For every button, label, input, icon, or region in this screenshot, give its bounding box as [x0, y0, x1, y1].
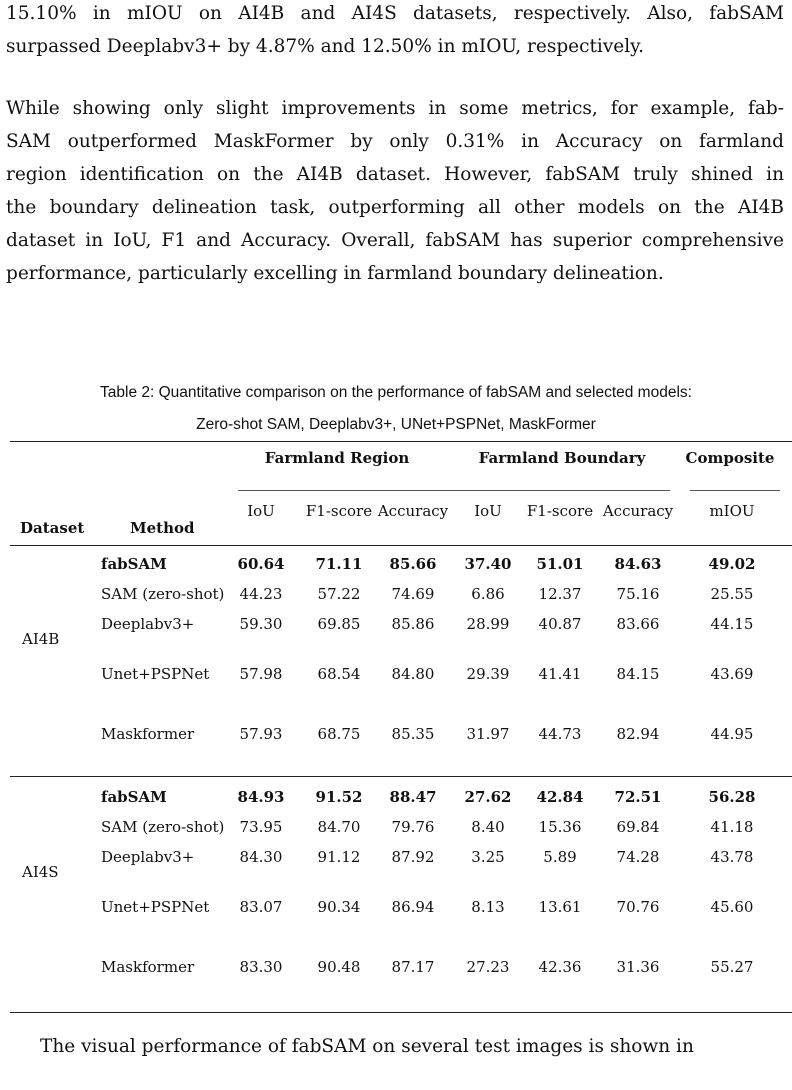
metric-header: Accuracy: [602, 502, 674, 520]
table-caption-line-2: Zero-shot SAM, Deeplabv3+, UNet+PSPNet, MaskFormer: [196, 416, 596, 433]
text-line: dataset in IoU, F1 and Accuracy. Overall, fabSAM has superior comprehensive: [6, 230, 784, 251]
table-cell: 8.40: [471, 818, 505, 836]
table-cell: 43.78: [710, 848, 754, 866]
table-cell: 68.54: [317, 665, 361, 683]
text-line: region identification on the AI4B dataset. However, fabSAM truly shined in: [6, 164, 784, 185]
table-cell: 3.25: [471, 848, 505, 866]
dataset-header: Dataset: [20, 519, 85, 537]
table-cell: 12.37: [538, 585, 582, 603]
table-cell: 43.69: [710, 665, 754, 683]
table-cell: 68.75: [317, 725, 361, 743]
metric-header: IoU: [247, 502, 275, 520]
table-cell: 41.41: [538, 665, 582, 683]
table-cell: 44.95: [710, 725, 754, 743]
table-cell: 59.30: [239, 615, 283, 633]
column-group-header: Composite: [685, 449, 775, 467]
table-cell: 71.11: [315, 555, 363, 573]
table-cell: 57.22: [317, 585, 361, 603]
metric-header: Accuracy: [377, 502, 449, 520]
table-cell: 42.84: [536, 788, 584, 806]
table-cell: 40.87: [538, 615, 582, 633]
paragraph-2: [6, 92, 784, 290]
table-cell: 70.76: [616, 898, 660, 916]
table-cell: 75.16: [616, 585, 660, 603]
table-cell: 86.94: [391, 898, 435, 916]
method-name: Deeplabv3+: [101, 848, 195, 866]
table-cell: 51.01: [536, 555, 584, 573]
table-cell: 31.36: [616, 958, 660, 976]
table-cell: 44.73: [538, 725, 582, 743]
table-cell: 84.63: [614, 555, 662, 573]
table-cell: 49.02: [708, 555, 756, 573]
table-rule: [10, 545, 792, 546]
method-name: Unet+PSPNet: [101, 898, 210, 916]
table-cell: 83.07: [239, 898, 283, 916]
table-cell: 82.94: [616, 725, 660, 743]
table-rule: [10, 1012, 792, 1013]
text-line: SAM outperformed MaskFormer by only 0.31% in Accuracy on farmland: [6, 131, 784, 152]
table-cell: 84.93: [237, 788, 285, 806]
text-line: The visual performance of fabSAM on several test images is shown in: [40, 1036, 694, 1057]
table-cell: 27.62: [464, 788, 512, 806]
table-cell: 91.12: [317, 848, 361, 866]
column-group-header: Farmland Region: [264, 449, 410, 467]
dataset-label: AI4S: [22, 863, 59, 881]
table-cell: 69.85: [317, 615, 361, 633]
table-cell: 44.15: [710, 615, 754, 633]
metric-header: mIOU: [709, 502, 755, 520]
text-line: surpassed Deeplabv3+ by 4.87% and 12.50% in mIOU, respectively.: [6, 36, 645, 57]
text-line: the boundary delineation task, outperforming all other models on the AI4B: [6, 197, 784, 218]
table-cell: 44.23: [239, 585, 283, 603]
table-cell: 57.93: [239, 725, 283, 743]
table-cell: 79.76: [391, 818, 435, 836]
table-caption: Table 2: Quantitative comparison on the performance of fabSAM and selected models:: [100, 384, 692, 401]
dataset-label: AI4B: [22, 630, 60, 648]
method-name: SAM (zero-shot): [101, 585, 225, 603]
text-line: performance, particularly excelling in farmland boundary delineation.: [6, 263, 664, 284]
method-name: Unet+PSPNet: [101, 665, 210, 683]
table-cell: 90.48: [317, 958, 361, 976]
method-name: Maskformer: [101, 725, 195, 743]
table-cell: 13.61: [538, 898, 582, 916]
table-cell: 84.80: [391, 665, 435, 683]
table-cell: 56.28: [708, 788, 756, 806]
table-rule: [10, 441, 792, 442]
table-cell: 69.84: [616, 818, 660, 836]
table-cell: 37.40: [464, 555, 512, 573]
metric-header: F1-score: [305, 502, 373, 520]
table-cell: 41.18: [710, 818, 754, 836]
table-cell: 57.98: [239, 665, 283, 683]
table-cell: 55.27: [710, 958, 754, 976]
table-cell: 85.86: [391, 615, 435, 633]
table-cell: 74.28: [616, 848, 660, 866]
table-rule: [238, 490, 670, 491]
table-cell: 87.92: [391, 848, 435, 866]
table-cell: 5.89: [543, 848, 577, 866]
method-name: SAM (zero-shot): [101, 818, 225, 836]
table-cell: 91.52: [315, 788, 363, 806]
method-name: fabSAM: [101, 788, 167, 806]
column-group-header: Farmland Boundary: [478, 449, 646, 467]
table-cell: 87.17: [391, 958, 435, 976]
table-cell: 45.60: [710, 898, 754, 916]
paragraph-3: [40, 1030, 784, 1063]
method-name: Deeplabv3+: [101, 615, 195, 633]
table-cell: 28.99: [466, 615, 510, 633]
table-cell: 8.13: [471, 898, 505, 916]
table-cell: 29.39: [466, 665, 510, 683]
table-cell: 31.97: [466, 725, 510, 743]
table-cell: 6.86: [471, 585, 505, 603]
text-line: 15.10% in mIOU on AI4B and AI4S datasets, respectively. Also, fabSAM: [6, 3, 784, 24]
table-cell: 60.64: [237, 555, 285, 573]
table-cell: 73.95: [239, 818, 283, 836]
table-cell: 83.66: [616, 615, 660, 633]
table-cell: 27.23: [466, 958, 510, 976]
table-rule: [10, 776, 792, 777]
paragraph-1: [6, 0, 784, 63]
method-header: Method: [130, 519, 195, 537]
table-cell: 84.30: [239, 848, 283, 866]
method-name: fabSAM: [101, 555, 167, 573]
table-cell: 85.35: [391, 725, 435, 743]
table-cell: 90.34: [317, 898, 361, 916]
table-cell: 84.70: [317, 818, 361, 836]
metric-header: F1-score: [526, 502, 594, 520]
table-cell: 74.69: [391, 585, 435, 603]
table-cell: 88.47: [389, 788, 437, 806]
table-cell: 42.36: [538, 958, 582, 976]
table-cell: 15.36: [538, 818, 582, 836]
text-line: While showing only slight improvements in some metrics, for example, fab-: [6, 98, 784, 119]
table-cell: 72.51: [614, 788, 662, 806]
metric-header: IoU: [474, 502, 502, 520]
table-cell: 83.30: [239, 958, 283, 976]
table-rule: [690, 490, 780, 491]
table-cell: 85.66: [389, 555, 437, 573]
table-cell: 25.55: [710, 585, 754, 603]
method-name: Maskformer: [101, 958, 195, 976]
table-cell: 84.15: [616, 665, 660, 683]
